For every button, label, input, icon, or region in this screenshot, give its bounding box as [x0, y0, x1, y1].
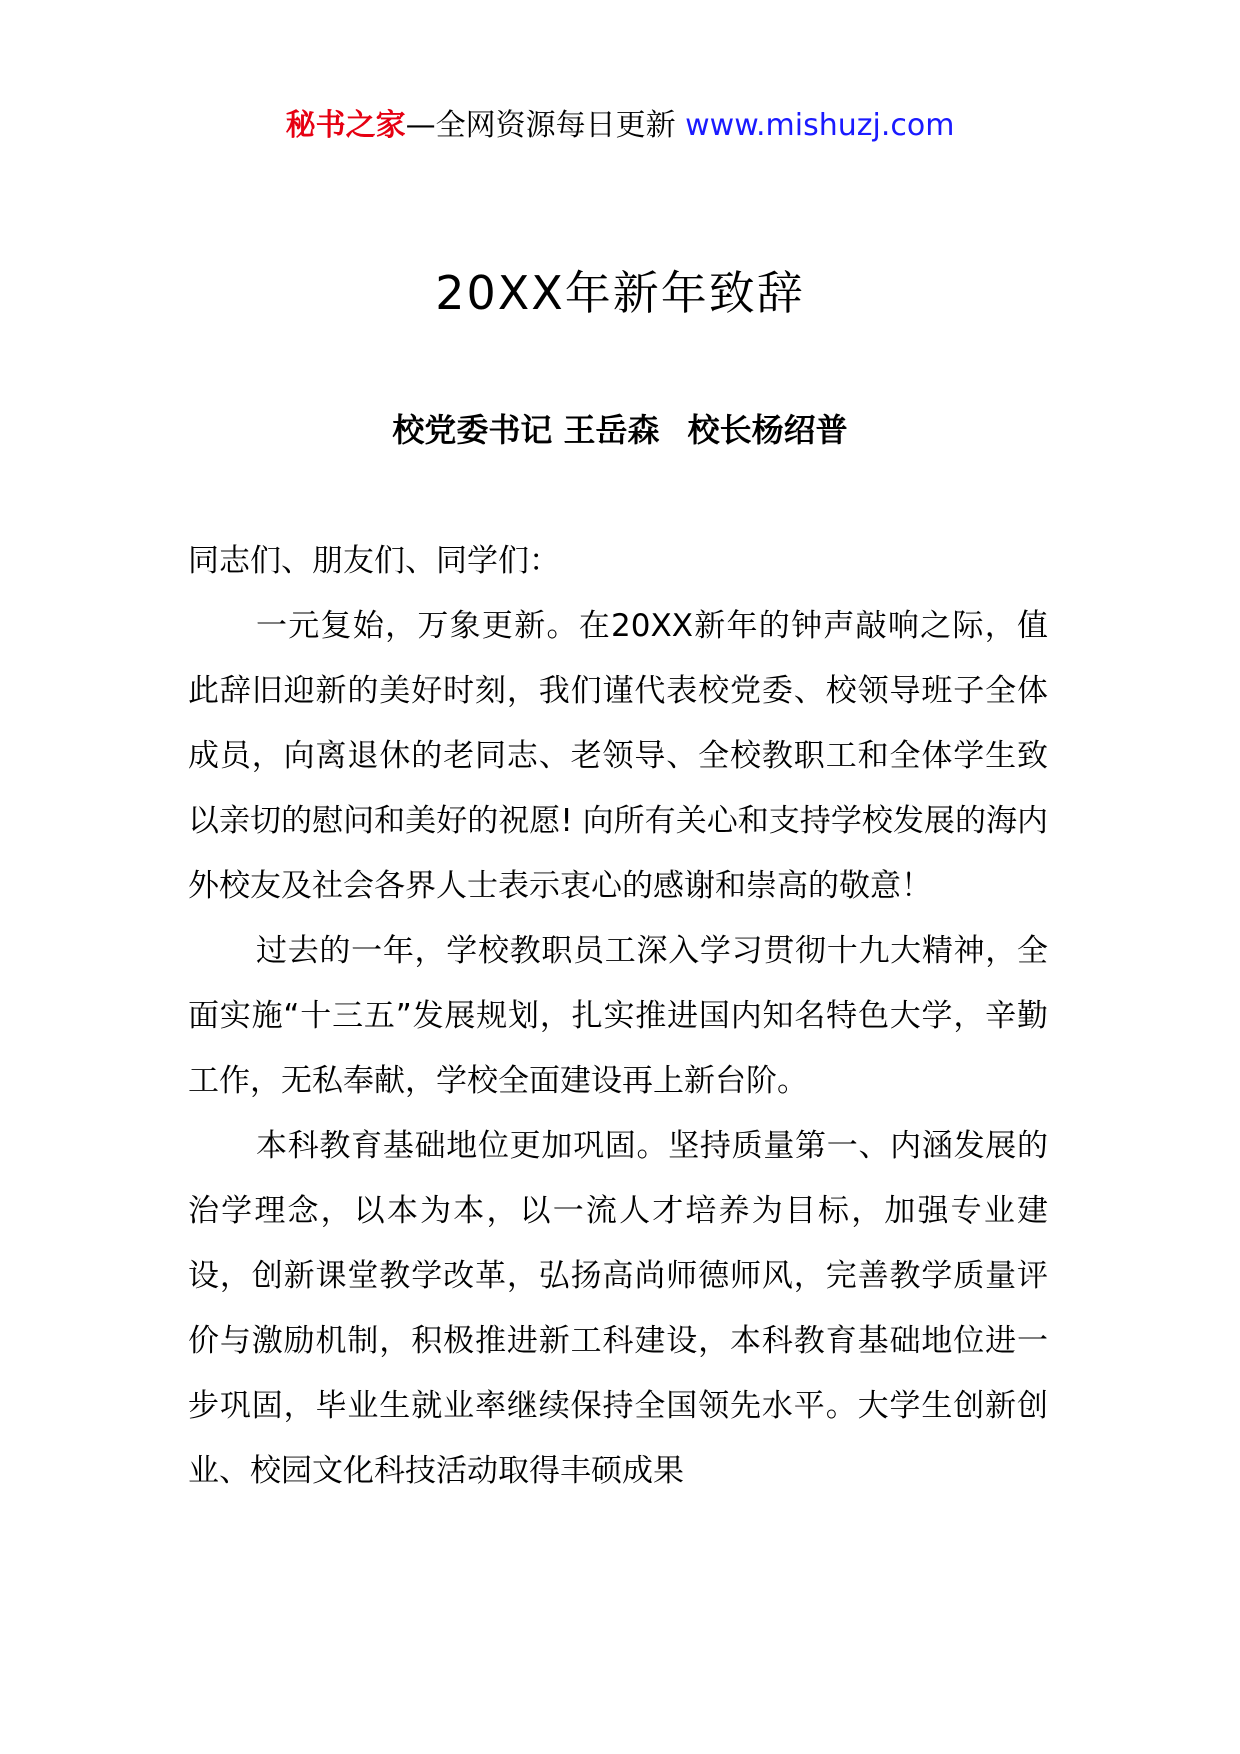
byline-secretary: 校党委书记 王岳森: [392, 411, 660, 449]
paragraph-1: 一元复始，万象更新。在20XX新年的钟声敲响之际，值此辞旧迎新的美好时刻，我们谨代表校党委、校领导班子全体成员，向离退休的老同志、老领导、全校教职工和全体学生致以亲切的慰问和美好的祝愿! 向所有关心和支持学校发展的海内外校友及社会各界人士表示衷心的感谢和崇高的敬意！: [188, 608, 1048, 904]
site-tagline: —全网资源每日更新: [405, 108, 676, 143]
site-header: [0, 96, 1240, 156]
paragraph-3: 本科教育基础地位更加巩固。坚持质量第一、内涵发展的治学理念，以本为本，以一流人才培养为目标，加强专业建设，创新课堂教学改革，弘扬高尚师德师风，完善教学质量评价与激励机制，积极推进新工科建设，本科教育基础地位进一步巩固，毕业生就业率继续保持全国领先水平。大学生创新创业、校园文化科技活动取得丰硕成果: [188, 1128, 1048, 1489]
paragraph-2: 过去的一年，学校教职员工深入学习贯彻十九大精神，全面实施“十三五”发展规划，扎实推进国内知名特色大学，辛勤工作，无私奉献，学校全面建设再上新台阶。: [188, 933, 1048, 1099]
salutation: 同志们、朋友们、同学们：: [188, 543, 560, 579]
site-url-link[interactable]: www.mishuzj.com: [685, 108, 955, 143]
document-body: [188, 529, 1048, 1504]
site-brand: 秘书之家: [285, 108, 406, 143]
byline-president: 校长杨绍普: [687, 411, 848, 449]
document-title: 20XX年新年致辞: [435, 266, 805, 320]
document-byline: [0, 400, 1240, 460]
